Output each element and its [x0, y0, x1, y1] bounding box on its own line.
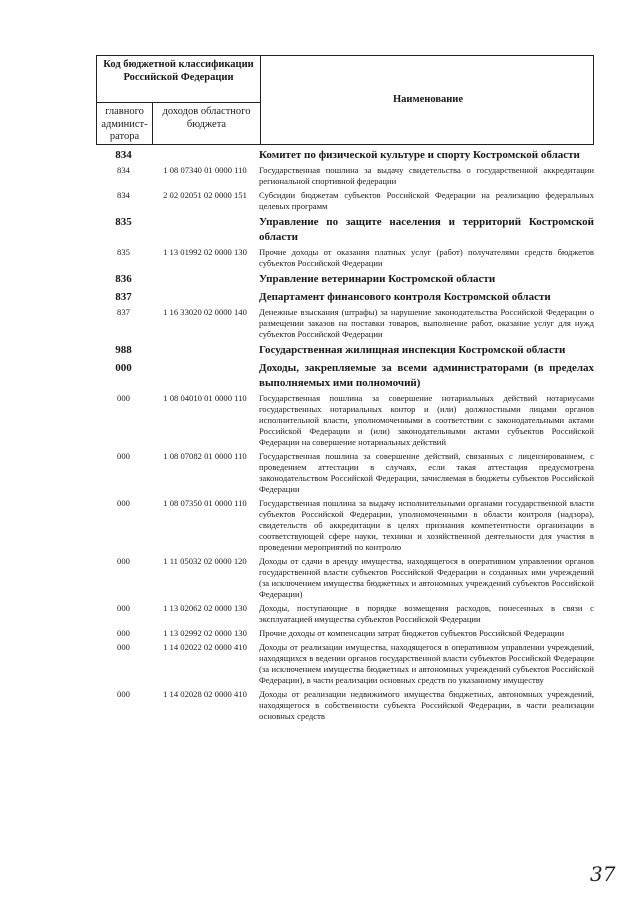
admin-code: 834 — [115, 149, 132, 161]
income-code: 1 08 07082 01 0000 110 — [163, 451, 247, 461]
row-name: Государственная пошлина за выдачу свидетельства о государственной аккредитации региональной спортивной федерации — [259, 165, 594, 186]
income-code: 1 08 07340 01 0000 110 — [163, 165, 247, 175]
row-name: Доходы от реализации недвижимого имущества бюджетных, автономных учреждений, находящегося в собственности субъекта Российской Федерации, в части реализации основных средств — [259, 689, 594, 721]
admin-code: 000 — [117, 393, 130, 403]
table-row — [96, 247, 594, 269]
admin-code: 837 — [117, 307, 130, 317]
admin-code: 836 — [115, 273, 132, 285]
admin-code: 837 — [115, 291, 132, 303]
table-row — [96, 393, 594, 448]
admin-code: 000 — [117, 498, 130, 508]
department-row — [96, 272, 594, 287]
table-header — [96, 55, 594, 145]
department-row — [96, 290, 594, 305]
table-row — [96, 689, 594, 722]
admin-code: 834 — [117, 165, 130, 175]
admin-code: 834 — [117, 190, 130, 200]
header-main-admin: главного админист-ратора — [101, 106, 148, 142]
row-name: Департамент финансового контроля Костромской области — [259, 291, 551, 303]
admin-code: 000 — [117, 603, 130, 613]
row-name: Доходы, поступающие в порядке возмещения расходов, понесенных в связи с эксплуатацией имущества субъектов Российской Федерации — [259, 603, 594, 624]
row-name: Денежные взыскания (штрафы) за нарушение законодательства Российской Федерации о размещении заказов на поставки товаров, выполнение работ, оказание услуг для нужд субъектов Российской Федерации — [259, 307, 594, 339]
table-row — [96, 603, 594, 625]
admin-code: 000 — [117, 628, 130, 638]
row-name: Субсидии бюджетам субъектов Российской Федерации на реализацию федеральных целевых программ — [259, 190, 594, 211]
table-row — [96, 190, 594, 212]
header-income: доходов областного бюджета — [162, 106, 251, 130]
income-code: 1 08 04010 01 0000 110 — [163, 393, 247, 403]
table-row — [96, 451, 594, 495]
income-code: 1 16 33020 02 0000 140 — [163, 307, 247, 317]
income-code: 1 08 07350 01 0000 110 — [163, 498, 247, 508]
admin-code: 000 — [117, 451, 130, 461]
admin-code: 835 — [115, 216, 132, 228]
row-name: Прочие доходы от компенсации затрат бюджетов субъектов Российской Федерации — [259, 628, 565, 638]
admin-code: 000 — [117, 689, 130, 699]
table-body — [96, 148, 594, 722]
income-code: 1 13 01992 02 0000 130 — [163, 247, 247, 257]
admin-code: 988 — [115, 344, 132, 356]
table-row — [96, 307, 594, 340]
header-name: Наименование — [393, 94, 463, 105]
table-row — [96, 556, 594, 600]
row-name: Управление ветеринарии Костромской области — [259, 273, 496, 285]
row-name: Государственная пошлина за выдачу исполнительными органами государственной власти субъектов Российской Федерации, уполномоченными в области контроля (надзора), свидетельств об аккредитации в целях признания компетентности организации в соответствующей сфере науки, техники и хозяйственной деятельности для участия в проведении мероприятий по контролю — [259, 498, 594, 552]
department-row — [96, 148, 594, 163]
document-page — [96, 55, 594, 725]
row-name: Доходы, закрепляемые за всеми администраторами (в пределах выполняемых ими полномочий) — [259, 362, 594, 389]
row-name: Управление по защите населения и территорий Костромской области — [259, 216, 594, 243]
income-code: 1 14 02028 02 0000 410 — [163, 689, 247, 699]
row-name: Комитет по физической культуре и спорту Костромской области — [259, 149, 580, 161]
table-row — [96, 165, 594, 187]
admin-code: 000 — [117, 642, 130, 652]
row-name: Прочие доходы от оказания платных услуг (работ) получателями средств бюджетов субъектов Российской Федерации — [259, 247, 594, 268]
income-code: 2 02 02051 02 0000 151 — [163, 190, 247, 200]
page-number: 37 — [590, 862, 616, 886]
income-code: 1 14 02022 02 0000 410 — [163, 642, 247, 652]
row-name: Государственная пошлина за совершение действий, связанных с лицензированием, с проведением аттестации в случаях, если такая аттестация предусмотрена законодательством Российской Федерации, зачисляемая в бюджеты субъектов Российской Федерации — [259, 451, 594, 494]
row-name: Доходы от реализации имущества, находящегося в оперативном управлении учреждений, находящихся в ведении органов государственной власти субъектов Российской Федерации (за исключением имущества бюджетных и автономных учреждений субъектов Российской Федерации), в части реализации основных средств по указанному имуществу — [259, 642, 594, 685]
income-code: 1 13 02062 02 0000 130 — [163, 603, 247, 613]
income-code: 1 13 02992 02 0000 130 — [163, 628, 247, 638]
income-code: 1 11 05032 02 0000 120 — [163, 556, 247, 566]
table-row — [96, 628, 594, 639]
admin-code: 000 — [115, 362, 132, 374]
table-row — [96, 642, 594, 686]
admin-code: 835 — [117, 247, 130, 257]
department-row — [96, 361, 594, 391]
table-row — [96, 498, 594, 553]
row-name: Доходы от сдачи в аренду имущества, находящегося в оперативном управлении органов государственной власти субъектов Российской Федерации и созданных ими учреждений (за исключением имущества бюджетных и автономных учреждений субъектов Российской Федерации) — [259, 556, 594, 599]
row-name: Государственная пошлина за совершение нотариальных действий нотариусами государственных нотариальных контор и (или) должностными лицами органов исполнительной власти, уполномоченными в соответствии с законодательными актами Российской Федерации и (или) законодательными актами субъектов Российской Федерации на совершение нотариальных действий — [259, 393, 594, 447]
row-name: Государственная жилищная инспекция Костромской области — [259, 344, 566, 356]
admin-code: 000 — [117, 556, 130, 566]
header-kbk-title: Код бюджетной классификации Российской Федерации — [103, 59, 254, 83]
department-row — [96, 343, 594, 358]
department-row — [96, 215, 594, 245]
